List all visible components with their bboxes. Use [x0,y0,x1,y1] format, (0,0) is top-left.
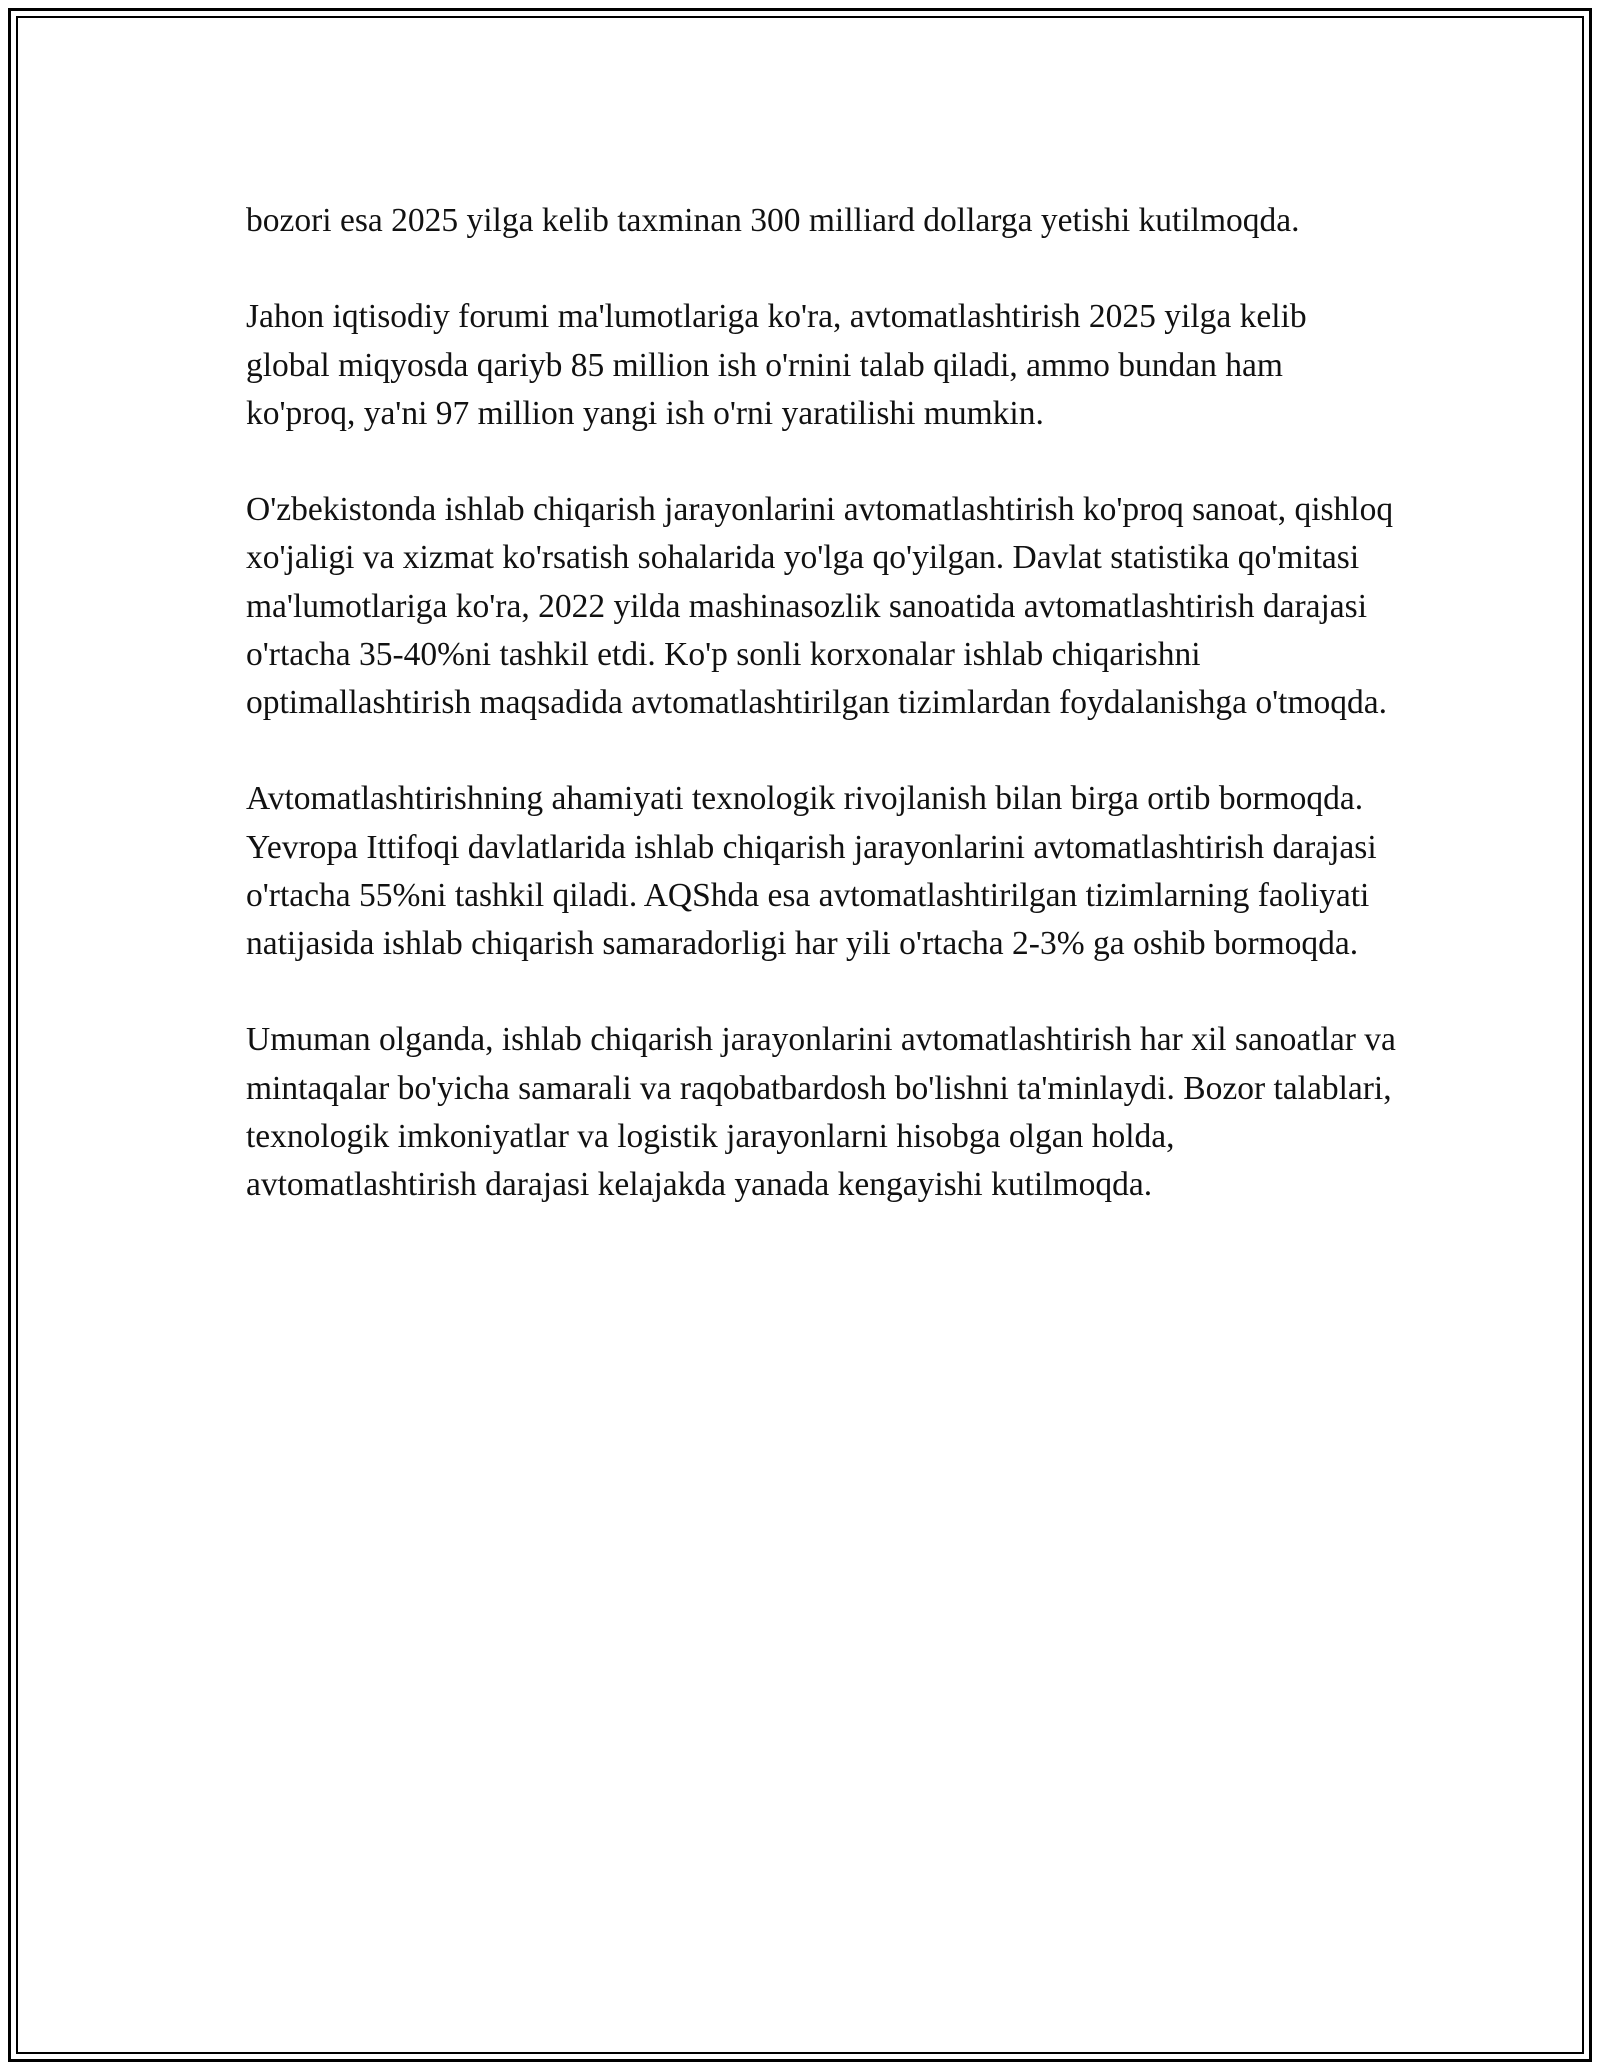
document-body [246,197,1396,1257]
paragraph-3: O'zbekistonda ishlab chiqarish jarayonlarini avtomatlashtirish ko'proq sanoat, qishloq xo'jaligi va xizmat ko'rsatish sohalarida yo'lga qo'yilgan. Davlat statistika qo'mitasi ma'lumotlariga ko'ra, 2022 yilda mashinasozlik sanoatida avtomatlashtirish darajasi o'rtacha 35-40%ni tashkil etdi. Ko'p sonli korxonalar ishlab chiqarishni optimallashtirish maqsadida avtomatlashtirilgan tizimlardan foydalanishga o'tmoqda. [246,491,1394,721]
paragraph-1: bozori esa 2025 yilga kelib taxminan 300 milliard dollarga yetishi kutilmoqda. [246,202,1300,239]
paragraph-2: Jahon iqtisodiy forumi ma'lumotlariga ko'ra, avtomatlashtirish 2025 yilga kelib global miqyosda qariyb 85 million ish o'rnini talab qiladi, ammo bundan ham ko'proq, ya'ni 97 million yangi ish o'rni yaratilishi mumkin. [246,298,1307,432]
page-frame [8,8,1592,2062]
paragraph-4: Avtomatlashtirishning ahamiyati texnologik rivojlanish bilan birga ortib bormoqda. Yevropa Ittifoqi davlatlarida ishlab chiqarish jarayonlarini avtomatlashtirish darajasi o'rtacha 55%ni tashkil qiladi. AQShda esa avtomatlashtirilgan tizimlarning faoliyati natijasida ishlab chiqarish samaradorligi har yili o'rtacha 2-3% ga oshib bormoqda. [246,780,1377,962]
paragraph-5: Umuman olganda, ishlab chiqarish jarayonlarini avtomatlashtirish har xil sanoatlar va mintaqalar bo'yicha samarali va raqobatbardosh bo'lishni ta'minlaydi. Bozor talablari, texnologik imkoniyatlar va logistik jarayonlarni hisobga olgan holda, avtomatlashtirish darajasi kelajakda yanada kengayishi kutilmoqda. [246,1021,1396,1203]
